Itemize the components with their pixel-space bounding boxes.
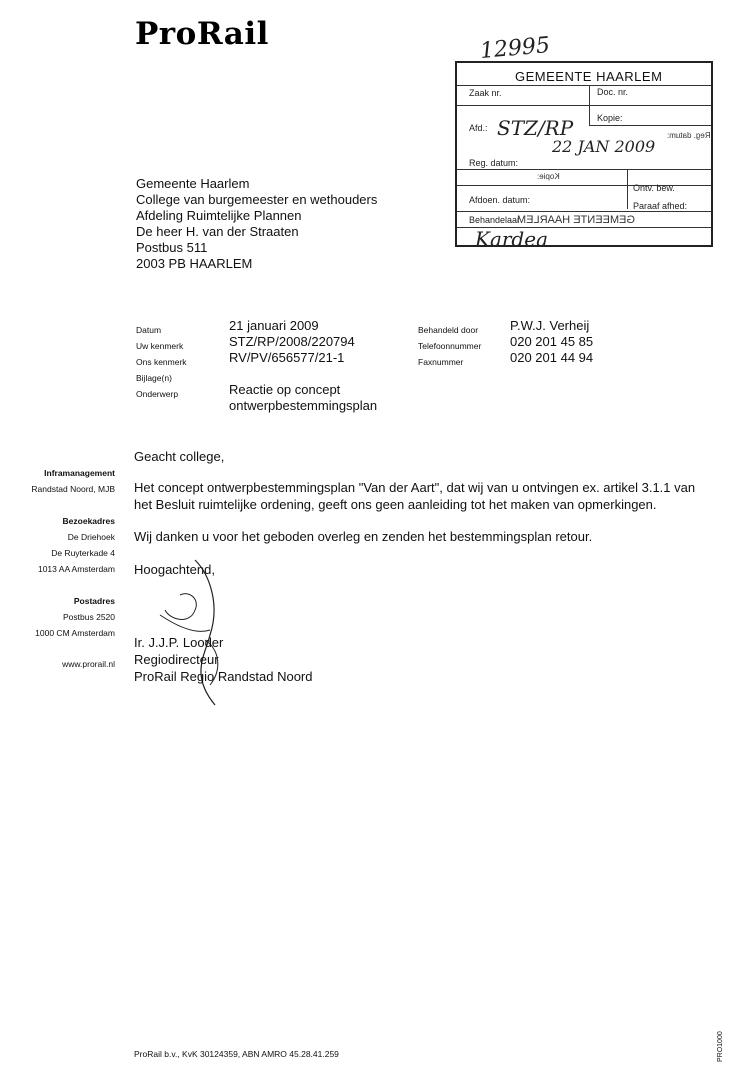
recipient-line: De heer H. van der Straaten — [136, 224, 299, 239]
recipient-line: College van burgemeester en wethouders — [136, 192, 378, 207]
recipient-line: Afdeling Ruimtelijke Plannen — [136, 208, 302, 223]
contact-labels — [418, 322, 481, 370]
value-telefoon: 020 201 45 85 — [510, 334, 594, 349]
stamp-mirror-title: GEMEENTE HAARLEM — [517, 214, 635, 226]
paragraph-1 — [134, 479, 695, 513]
signatory-title: Regiodirecteur — [134, 652, 219, 667]
stamp-afd-label: Afd.: — [469, 123, 488, 133]
recipient-address — [136, 176, 377, 272]
label-telefoon: Telefoonnummer — [418, 341, 482, 351]
meta-values — [229, 318, 377, 414]
label-bijlagen: Bijlage(n) — [136, 373, 172, 383]
paragraph-1-line-2: het Besluit ruimtelijke ordening, geeft ons geen aanleiding tot het maken van opmerkingen. — [134, 497, 657, 512]
salutation: Geacht college, — [134, 449, 225, 464]
sidebar-visit-heading: Bezoekadres — [62, 516, 115, 526]
stamp-title: GEMEENTE HAARLEM — [515, 69, 663, 84]
label-datum: Datum — [136, 325, 162, 335]
value-fax: 020 201 44 94 — [510, 350, 594, 365]
stamp-afd-value: STZ/RP — [497, 116, 574, 140]
stamp-mirror-text: Reg. datum: — [667, 131, 711, 140]
recipient-line: Gemeente Haarlem — [136, 176, 250, 191]
label-ons-kenmerk: Ons kenmerk — [136, 357, 187, 367]
stamp-handwritten: Kardea — [475, 227, 548, 251]
stamp-behandelaar-label: Behandelaar — [469, 215, 521, 225]
closing: Hoogachtend, — [134, 562, 215, 577]
value-onderwerp-2: ontwerpbestemmingsplan — [229, 398, 378, 413]
stamp-kopie-label: Kopie: — [597, 113, 623, 123]
sidebar-org-line: Randstad Noord, MJB — [31, 484, 115, 494]
received-stamp — [455, 61, 713, 251]
paragraph-1-line-1: Het concept ontwerpbestemmingsplan "Van der Aart", dat wij van u ontvingen ex. artikel 3.1.1 van — [134, 480, 696, 495]
sidebar-post — [10, 593, 115, 641]
value-onderwerp-1: Reactie op concept — [229, 382, 341, 397]
sidebar-post-heading: Postadres — [73, 596, 115, 606]
stamp-doc-label: Doc. nr. — [597, 87, 629, 97]
signatory-name: Ir. J.J.P. Looder — [134, 635, 224, 650]
recipient-line: Postbus 511 — [136, 240, 208, 255]
sidebar-org-heading: Inframanagement — [44, 468, 115, 478]
sidebar-post-line: 1000 CM Amsterdam — [35, 628, 115, 638]
value-uw-kenmerk: STZ/RP/2008/220794 — [229, 334, 355, 349]
footer: ProRail b.v., KvK 30124359, ABN AMRO 45.28.41.259 — [134, 1049, 339, 1059]
meta-labels — [136, 322, 187, 402]
label-fax: Faxnummer — [418, 357, 464, 367]
signatory-org: ProRail Regio Randstad Noord — [134, 669, 313, 684]
recipient-line: 2003 PB HAARLEM — [136, 256, 253, 271]
prorail-logo: ProRail — [135, 16, 269, 52]
sidebar-org — [10, 465, 115, 497]
label-uw-kenmerk: Uw kenmerk — [136, 341, 184, 351]
value-datum: 21 januari 2009 — [229, 318, 319, 333]
stamp-reg-datum-label: Reg. datum: — [469, 158, 519, 168]
sidebar-post-line: Postbus 2520 — [63, 612, 115, 622]
contact-values — [510, 318, 593, 366]
paragraph-2: Wij danken u voor het geboden overleg en zenden het bestemmingsplan retour. — [134, 529, 593, 544]
stamp-date: 22 JAN 2009 — [552, 137, 656, 156]
sidebar-visit-line: De Driehoek — [67, 532, 115, 542]
value-ons-kenmerk: RV/PV/656577/21-1 — [229, 350, 345, 365]
stamp-zaak-label: Zaak nr. — [469, 88, 502, 98]
signature-block — [134, 634, 312, 685]
sidebar-visit-line: 1013 AA Amsterdam — [37, 564, 115, 574]
stamp-ontv-label: Ontv. bew. — [633, 183, 675, 193]
value-behandeld-door: P.W.J. Verheij — [510, 318, 590, 333]
sidebar-visit-line: De Ruyterkade 4 — [51, 548, 115, 558]
sidebar-website: www.prorail.nl — [62, 659, 115, 669]
label-behandeld-door: Behandeld door — [418, 325, 479, 335]
stamp-number: 12995 — [479, 32, 551, 65]
stamp-mirror-kopie: Kopie: — [537, 172, 560, 181]
stamp-paraaf-label: Paraaf afhed: — [633, 201, 688, 211]
footer-code: PRO1000 — [717, 1031, 724, 1062]
sidebar-visit — [10, 513, 115, 577]
value-bijlagen — [229, 366, 377, 382]
label-onderwerp: Onderwerp — [136, 389, 179, 399]
stamp-afdoen-label: Afdoen. datum: — [469, 195, 531, 205]
